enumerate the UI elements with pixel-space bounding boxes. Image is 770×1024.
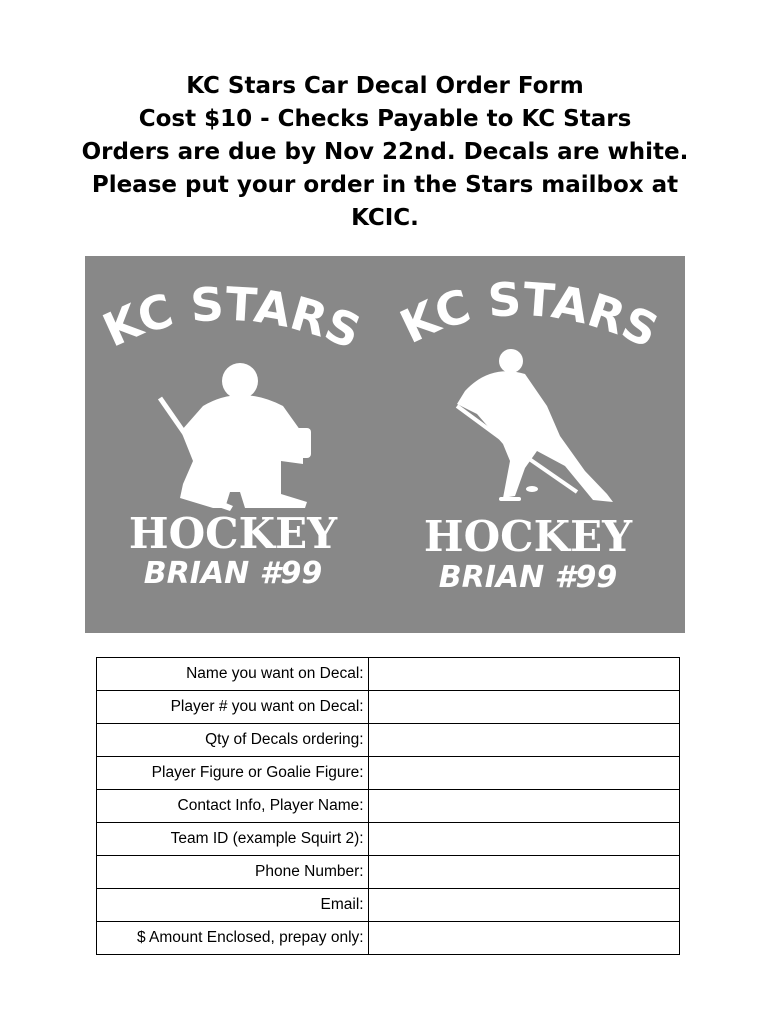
header-line: Cost $10 - Checks Payable to KC Stars xyxy=(138,106,632,132)
amount-enclosed-field[interactable] xyxy=(368,922,679,955)
phone-field[interactable] xyxy=(368,856,679,889)
table-row xyxy=(97,889,680,922)
header-line: KC Stars Car Decal Order Form xyxy=(186,73,584,99)
table-row xyxy=(97,823,680,856)
decal-right-sport-text: HOCKEY xyxy=(423,512,633,561)
field-label: Player # you want on Decal: xyxy=(97,691,369,724)
field-label: $ Amount Enclosed, prepay only: xyxy=(97,922,369,955)
table-row xyxy=(97,922,680,955)
team-id-field[interactable] xyxy=(368,823,679,856)
decal-left-top-text: KC STARS xyxy=(94,276,369,360)
field-label: Email: xyxy=(97,889,369,922)
decal-left-name-text: BRIAN #99 xyxy=(143,556,323,591)
decal-right-name-text: BRIAN #99 xyxy=(438,560,618,595)
header-line: Please put your order in the Stars mailbox at xyxy=(91,172,679,198)
header-line: KCIC. xyxy=(351,205,419,231)
table-row xyxy=(97,691,680,724)
field-label: Qty of Decals ordering: xyxy=(97,724,369,757)
field-label: Player Figure or Goalie Figure: xyxy=(97,757,369,790)
decal-name-field[interactable] xyxy=(368,658,679,691)
table-row xyxy=(97,757,680,790)
decal-left-sport-text: HOCKEY xyxy=(128,509,338,558)
player-number-field[interactable] xyxy=(368,691,679,724)
field-label: Phone Number: xyxy=(97,856,369,889)
table-row xyxy=(97,724,680,757)
header-line: Orders are due by Nov 22nd. Decals are white. xyxy=(81,139,689,165)
contact-info-field[interactable] xyxy=(368,790,679,823)
field-label: Team ID (example Squirt 2): xyxy=(97,823,369,856)
table-row xyxy=(97,658,680,691)
field-label: Name you want on Decal: xyxy=(97,658,369,691)
decal-right-top-text: KC STARS xyxy=(391,271,667,359)
email-field[interactable] xyxy=(368,889,679,922)
quantity-field[interactable] xyxy=(368,724,679,757)
order-form-table xyxy=(96,657,680,955)
form-header xyxy=(0,70,770,235)
decal-preview-image xyxy=(85,256,685,633)
field-label: Contact Info, Player Name: xyxy=(97,790,369,823)
figure-choice-field[interactable] xyxy=(368,757,679,790)
table-row xyxy=(97,856,680,889)
table-row xyxy=(97,790,680,823)
